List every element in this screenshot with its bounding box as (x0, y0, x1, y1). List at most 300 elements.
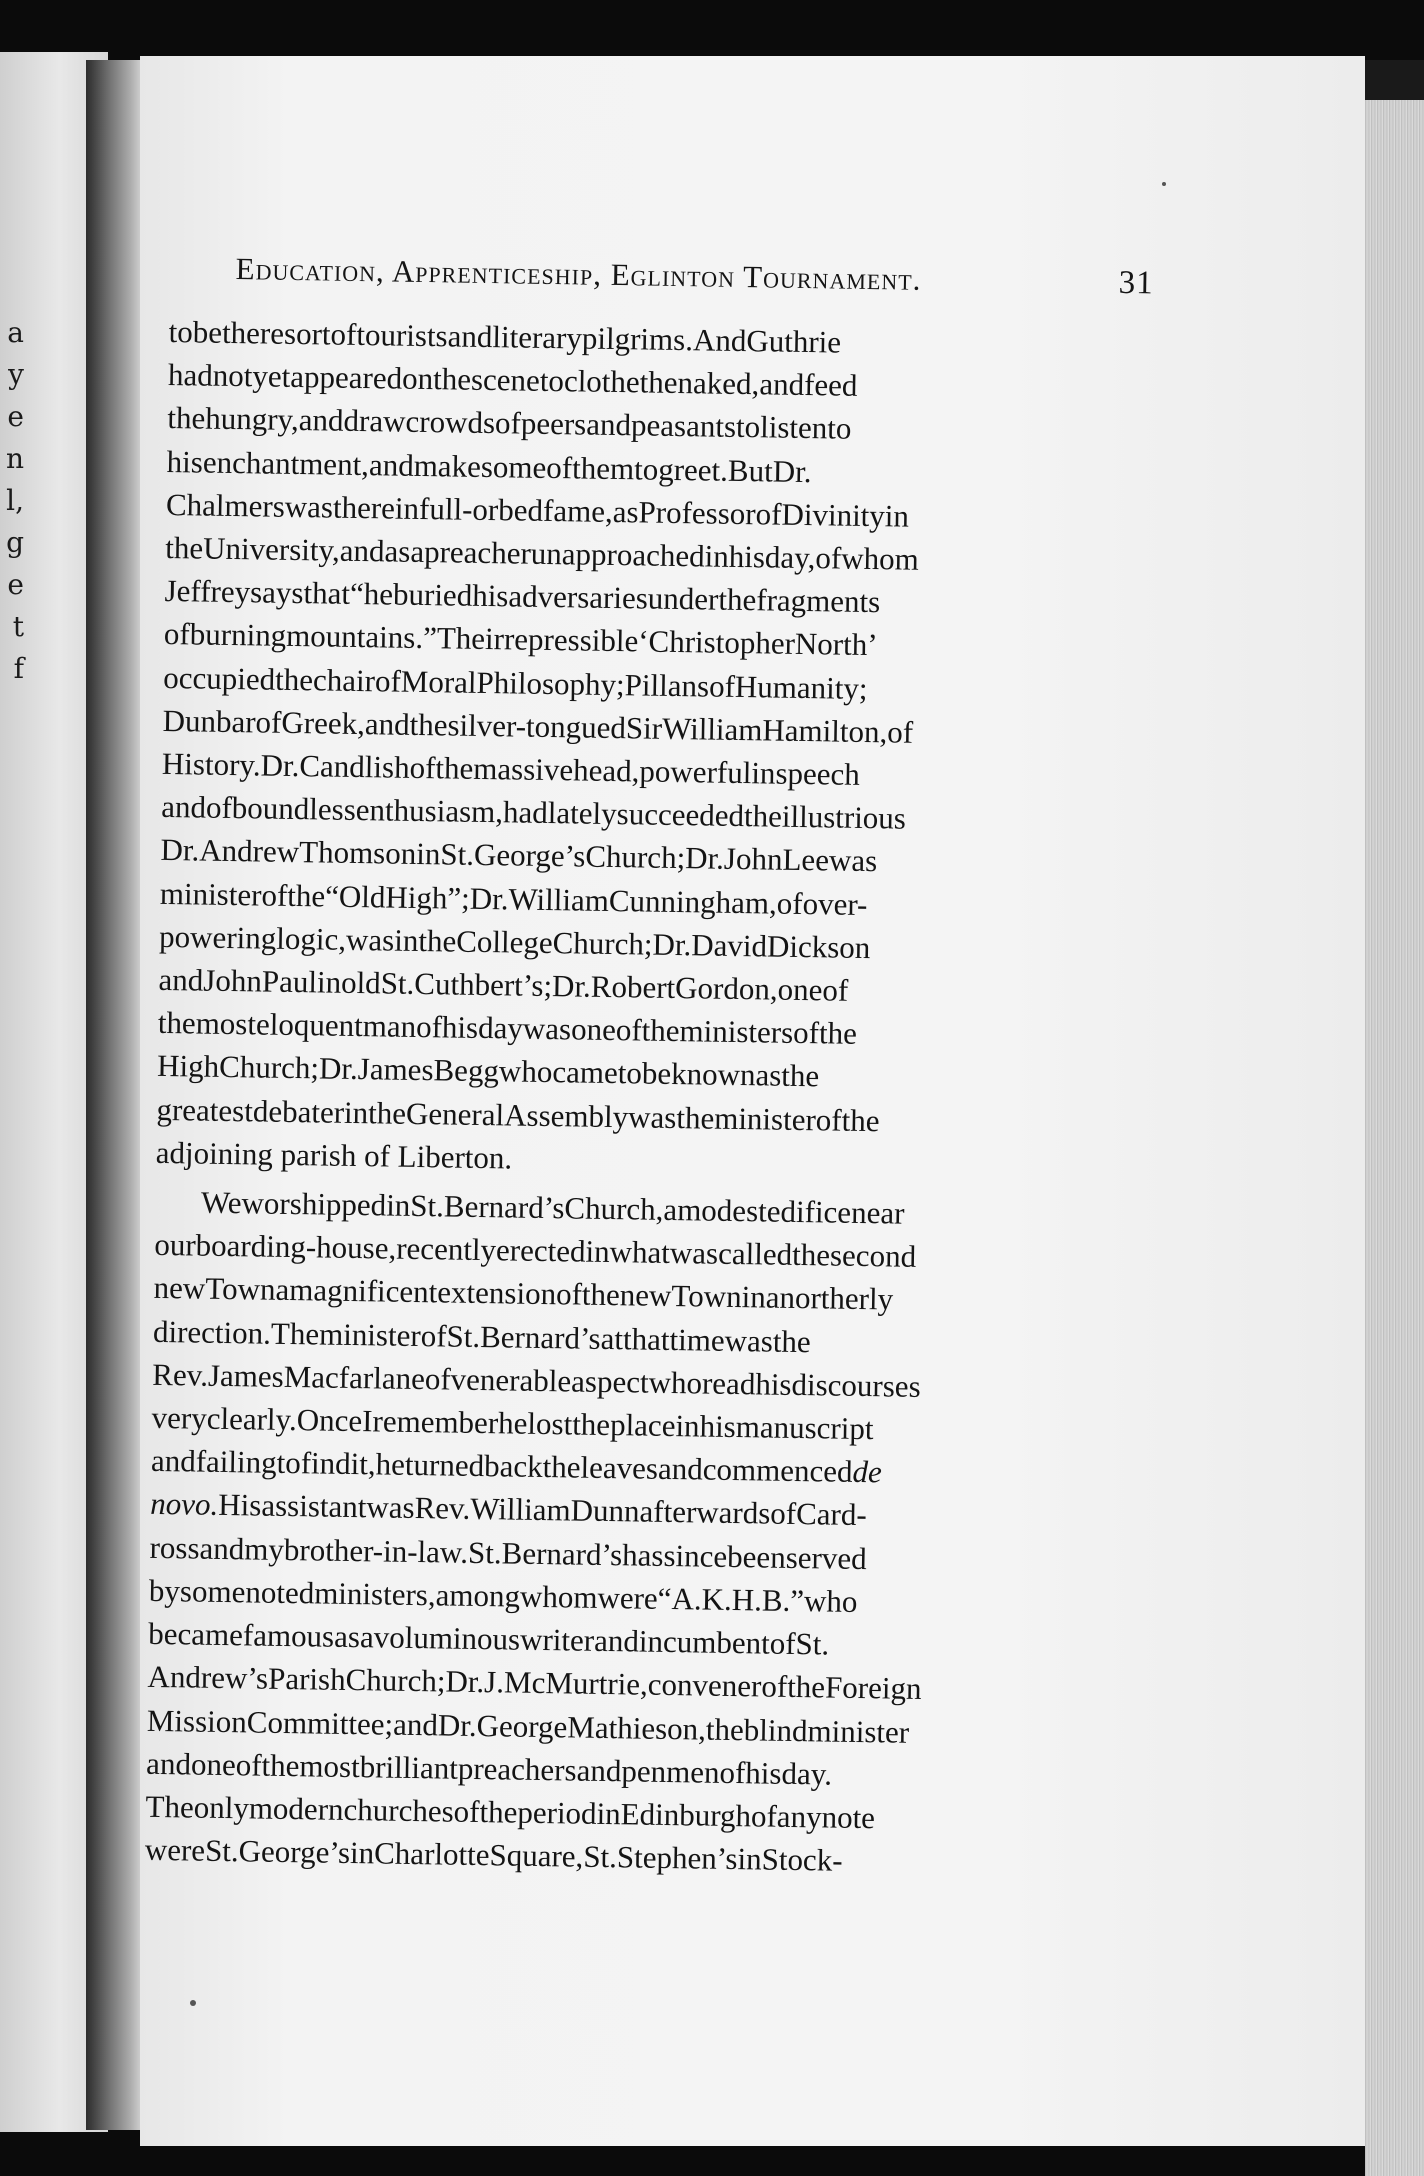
word: most (195, 1005, 257, 1042)
word: powering (158, 918, 277, 956)
word: the (432, 361, 472, 397)
word: peers (520, 405, 587, 442)
word: find (300, 1445, 351, 1482)
word: the (571, 1406, 611, 1443)
word: fragments (756, 582, 881, 620)
word: enchantment, (202, 444, 370, 482)
word: B.” (761, 1582, 805, 1619)
word: of (770, 1496, 797, 1532)
word: St. (440, 836, 475, 873)
word: the (581, 1277, 621, 1313)
word: that (622, 1320, 670, 1357)
word: Church; (552, 924, 653, 962)
word: of (453, 1793, 480, 1829)
word: edifice (766, 1193, 852, 1230)
word: Mission (146, 1702, 248, 1739)
word: the (221, 314, 261, 351)
word: Chalmers (165, 486, 286, 524)
word: clothe (563, 363, 640, 400)
word: Bernard’s (501, 1535, 623, 1572)
word: his (745, 1754, 782, 1791)
word: Parish (267, 1661, 346, 1698)
word: Mathieson, (567, 1708, 707, 1747)
word: minister (807, 1712, 910, 1750)
word: to (276, 1445, 302, 1481)
word: silver-tongued (447, 707, 627, 746)
word: Guthrie (746, 323, 842, 360)
word: under (647, 580, 719, 617)
word: Begg (433, 1052, 500, 1089)
word: of (261, 877, 288, 913)
word: venerable (450, 1361, 572, 1399)
book-gutter-shadow (86, 60, 148, 2130)
word: The (436, 620, 486, 657)
word: time (669, 1321, 725, 1358)
word: man (362, 1008, 417, 1045)
word: the (772, 1323, 812, 1359)
word: Andrew (199, 832, 300, 870)
word: George’s (238, 1833, 351, 1871)
fragment: a (7, 316, 24, 349)
word: as (333, 1618, 361, 1655)
word: draw (343, 403, 406, 440)
word: new (619, 1277, 672, 1314)
word: enthusiasm, (355, 792, 504, 830)
word: the (274, 661, 314, 697)
word: known (670, 1056, 756, 1093)
word: writer (519, 1621, 595, 1658)
word: his (471, 578, 509, 614)
word: And (692, 322, 747, 359)
word: was (828, 842, 878, 879)
fragment: e (7, 400, 24, 433)
word: any (776, 1798, 822, 1835)
word: my (244, 1531, 285, 1567)
running-head-title: Education, Apprenticeship, Eglinton Tournament. (235, 251, 922, 297)
word: General (405, 1095, 505, 1133)
word: the (718, 581, 757, 618)
word: appeared (290, 359, 403, 396)
word: Dunn (570, 1492, 640, 1530)
word: ‘Christopher (637, 623, 796, 662)
word: of (374, 662, 402, 699)
word: J. (483, 1664, 505, 1700)
word: Pillans (624, 666, 710, 704)
word: chair (312, 661, 376, 698)
word: were (144, 1831, 206, 1868)
word: The (145, 1788, 195, 1825)
word: Cunningham, (608, 882, 778, 921)
word: feed (803, 367, 858, 404)
word: commenced (702, 1451, 853, 1490)
word: of (815, 540, 842, 576)
word: to (539, 363, 565, 399)
word: of (163, 616, 191, 652)
fragment: e (7, 568, 24, 601)
word: was (522, 1010, 572, 1047)
word: as (755, 1057, 782, 1094)
word: some (179, 1573, 246, 1610)
word: of (708, 668, 736, 704)
word: head, (572, 752, 640, 789)
word: and (368, 446, 415, 483)
speck (1162, 182, 1166, 186)
word: “Old (324, 878, 386, 915)
word: voluminous (373, 1619, 521, 1657)
word: and (150, 1443, 197, 1479)
word: boundless (231, 790, 357, 828)
word: illustrious (781, 798, 907, 836)
word: “A. (657, 1580, 702, 1617)
word: noted (245, 1574, 315, 1611)
word: served (785, 1539, 867, 1576)
word: the (639, 364, 678, 401)
word: and (145, 1745, 192, 1782)
word: lately (547, 795, 617, 832)
word: in (394, 490, 420, 526)
word: be (641, 1055, 672, 1092)
word: day, (764, 539, 816, 576)
word: turned (404, 1447, 485, 1484)
word: of (330, 316, 357, 352)
word: some (480, 448, 547, 485)
word: whom (519, 1578, 598, 1615)
word: succeeded (616, 796, 745, 834)
word: burning (189, 616, 287, 654)
word: David (690, 927, 768, 964)
word: of (887, 714, 914, 750)
word: one (777, 971, 823, 1008)
word: most (299, 1747, 361, 1784)
word: came (552, 1054, 619, 1091)
word: Once (296, 1402, 363, 1439)
word: the (641, 1012, 680, 1049)
word: North’ (794, 626, 878, 663)
word: who (648, 1364, 703, 1401)
fragment: l, (6, 484, 24, 517)
word: at (600, 1320, 624, 1356)
word: second (829, 1237, 917, 1275)
word: blind (743, 1711, 808, 1748)
word: to (633, 450, 659, 487)
word: St. (204, 1832, 239, 1869)
page-number: 31 (1118, 264, 1154, 302)
page-content (145, 250, 1154, 1887)
word: Hamilton, (762, 712, 888, 750)
word: George (476, 1707, 568, 1744)
word: a (410, 533, 425, 570)
word: of (769, 1625, 796, 1662)
fragment: f (13, 652, 24, 685)
word: minister (713, 1100, 817, 1137)
word: Dr. (551, 968, 592, 1004)
word: High (156, 1048, 220, 1085)
word: incumbent (638, 1623, 771, 1661)
word: the (791, 1237, 831, 1273)
word: the (781, 1058, 820, 1094)
word: among (435, 1577, 521, 1614)
word: History. (161, 745, 261, 783)
word: remember (372, 1403, 499, 1441)
word: of (409, 749, 436, 786)
word: of (615, 1012, 642, 1048)
word: in (316, 964, 342, 1000)
word: to (168, 313, 194, 350)
word: Bernard’s (443, 1188, 565, 1226)
word: erected (495, 1232, 586, 1269)
word: says (249, 574, 304, 611)
word: and (593, 1622, 640, 1659)
word: mountains.” (285, 618, 438, 656)
word: modern (248, 1790, 344, 1827)
word: to (735, 409, 761, 445)
word: and (447, 318, 493, 355)
paragraph (155, 310, 1152, 1189)
word: magnificent (288, 1272, 438, 1310)
word: College (455, 923, 553, 960)
word: Gordon, (674, 970, 778, 1007)
word: failing (195, 1443, 277, 1481)
word: his (755, 1366, 792, 1402)
word: the (409, 706, 448, 743)
word: His (218, 1487, 262, 1524)
word: were (597, 1579, 659, 1616)
word: of (815, 1101, 842, 1138)
word: near (850, 1194, 905, 1231)
word: Andrew’s (147, 1659, 269, 1697)
word: University, (202, 530, 341, 568)
word: as (612, 493, 639, 530)
word: eloquent (255, 1006, 364, 1044)
word: minister (318, 1316, 422, 1353)
word: John (723, 841, 783, 878)
word: listen (759, 409, 828, 446)
word: in (704, 538, 730, 574)
word: Church; (218, 1049, 320, 1086)
word: Dunbar (162, 702, 256, 740)
word: Dr. (160, 832, 200, 868)
word: and (759, 366, 805, 403)
word: Town (205, 1271, 276, 1308)
word: and (298, 402, 344, 439)
word: brilliant (359, 1748, 459, 1786)
word: modest (676, 1192, 768, 1229)
word: in (343, 1094, 369, 1130)
word: our (154, 1227, 196, 1263)
word: and (586, 406, 632, 443)
word: High”; (385, 879, 471, 916)
word: George’s (473, 837, 586, 875)
word: had (167, 357, 214, 393)
word: Rev. (414, 1490, 471, 1527)
word: and (158, 961, 204, 998)
word: William (661, 710, 763, 748)
word: manuscript (735, 1409, 874, 1447)
word: Square, (489, 1837, 584, 1874)
word: who (498, 1053, 553, 1090)
word: the (261, 1747, 300, 1783)
word: who (803, 1583, 858, 1619)
word: new (153, 1270, 206, 1307)
word: day (477, 1010, 524, 1046)
word: massive (473, 750, 574, 788)
word: leaves (580, 1449, 659, 1487)
word: Robert (590, 968, 676, 1006)
word: Professor (638, 494, 756, 532)
word: of (776, 885, 803, 921)
word: adversaries (508, 578, 649, 616)
word: recently (395, 1230, 497, 1268)
word: in (675, 1408, 700, 1444)
word: Bernard’s (479, 1318, 601, 1356)
word: northerly (779, 1280, 894, 1317)
word: and (657, 1451, 704, 1487)
word: of (792, 1015, 820, 1051)
word: the (818, 1015, 858, 1052)
word: old (340, 964, 382, 1001)
word: fame, (542, 492, 614, 529)
word: worshipped (241, 1185, 387, 1223)
word: of (255, 704, 282, 740)
word: Philosophy; (476, 664, 625, 702)
word: St. (467, 1534, 502, 1571)
word: aspect (570, 1363, 649, 1400)
word: ministers (679, 1013, 794, 1051)
word: direction. (152, 1313, 272, 1351)
word: very (151, 1399, 208, 1436)
word: Humanity; (734, 668, 868, 706)
word: of (755, 496, 782, 532)
word: Card- (795, 1496, 868, 1533)
word: greatest (156, 1091, 254, 1129)
word: “he (349, 576, 394, 612)
fragment: n (5, 442, 24, 475)
word: the (167, 400, 206, 436)
word: of (719, 1754, 746, 1790)
word: it, (350, 1446, 376, 1482)
word: speech (775, 755, 861, 792)
word: the (157, 1005, 197, 1041)
word: only (193, 1789, 250, 1826)
word: Paul (261, 963, 318, 1000)
word: Sir (625, 710, 663, 746)
word: there (332, 489, 396, 526)
word: John (203, 962, 263, 999)
fragment: y (8, 358, 24, 391)
word: famous (242, 1617, 335, 1654)
word: debater (252, 1093, 345, 1130)
word: crowds (405, 404, 496, 441)
word: William (508, 881, 610, 918)
word: place (609, 1407, 676, 1444)
word: the (165, 529, 204, 566)
word: minister (159, 875, 262, 913)
word: a (663, 1191, 678, 1228)
word: note (821, 1799, 876, 1836)
word: clearly. (206, 1400, 298, 1438)
word: Foreign (824, 1669, 922, 1707)
word: Greek, (281, 704, 366, 741)
word: St. (380, 965, 415, 1001)
word: Divinity (781, 496, 886, 534)
word: was (345, 921, 395, 958)
word: unapproached (530, 535, 705, 574)
word: his (728, 538, 766, 575)
word: Dickson (766, 928, 871, 965)
paragraph (145, 1180, 1140, 1887)
word: literary (492, 319, 583, 356)
word: a (765, 1279, 780, 1316)
word: preachers (457, 1750, 577, 1788)
word: full-orbed (418, 490, 544, 528)
word: St. (795, 1626, 830, 1662)
word: We (200, 1184, 242, 1221)
word: had (502, 794, 549, 831)
word: in (349, 1835, 375, 1871)
word: to (827, 410, 852, 447)
word: afterwards (639, 1494, 771, 1532)
word: the (479, 1793, 518, 1830)
word: But (727, 452, 774, 489)
word: scene (470, 361, 541, 399)
word: of (424, 1361, 451, 1397)
word: ministers, (313, 1575, 436, 1613)
word: hungry, (204, 400, 300, 438)
word: Dr. (652, 926, 692, 963)
word: in (393, 922, 419, 958)
word: read (701, 1365, 756, 1402)
word: been (726, 1538, 787, 1575)
word: Rev. (152, 1356, 209, 1393)
word: extension (437, 1274, 557, 1312)
word: and (364, 705, 410, 742)
word: K. (701, 1581, 733, 1617)
word: yet (252, 358, 291, 395)
word: novo. (150, 1486, 219, 1523)
fragment: g (6, 526, 24, 559)
word: be (192, 314, 223, 350)
word: in (741, 1279, 767, 1315)
word: de (852, 1454, 883, 1490)
word: McMurtrie, (503, 1664, 649, 1702)
word: Stock- (761, 1841, 843, 1878)
word: of (822, 972, 849, 1008)
word: became (147, 1615, 244, 1653)
word: whom (841, 540, 920, 577)
word: The (270, 1315, 320, 1352)
word: and (392, 1706, 439, 1742)
page-stack-edge (1365, 100, 1424, 2176)
previous-page-text-fragments (0, 312, 30, 690)
word: the (418, 922, 457, 959)
word: of (761, 1668, 788, 1705)
word: Church, (564, 1190, 664, 1227)
word: lost (527, 1405, 573, 1442)
word: convener (647, 1666, 762, 1704)
word: and (199, 1530, 245, 1567)
word: that (303, 575, 351, 612)
word: he (497, 1405, 528, 1441)
word: the (743, 798, 783, 834)
word: one (190, 1746, 237, 1782)
word: churches (343, 1791, 454, 1829)
word: by (148, 1572, 181, 1609)
word: the (705, 1711, 745, 1747)
word: on (401, 360, 434, 397)
word: back (483, 1448, 543, 1485)
word: St. (583, 1838, 618, 1875)
word: was (669, 1235, 719, 1271)
